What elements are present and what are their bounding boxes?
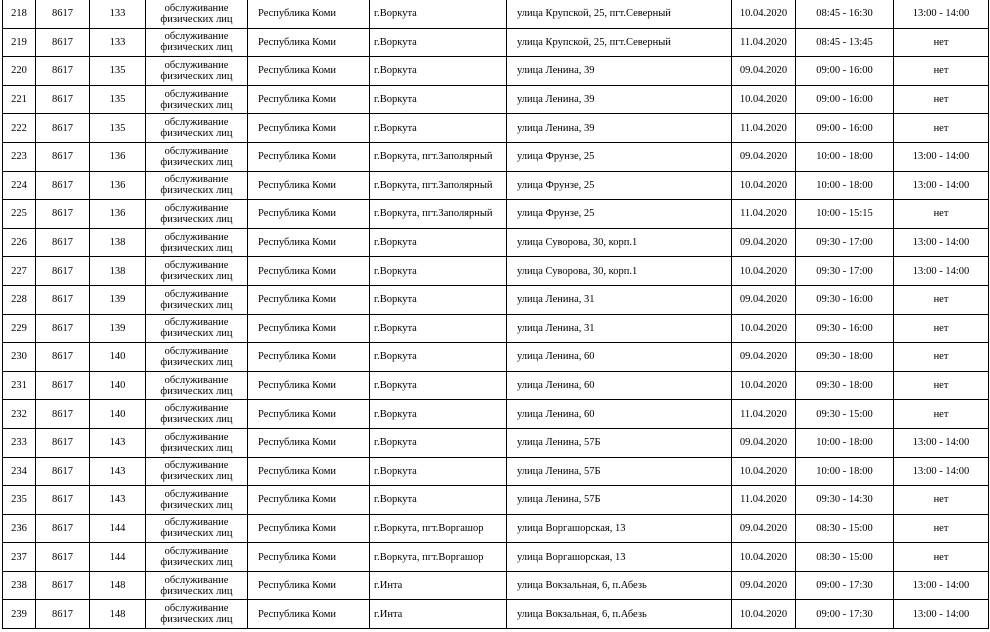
row-number-cell: 226 (3, 228, 36, 257)
table-row (3, 171, 989, 200)
service-type-cell (146, 371, 248, 400)
lunch-break-cell: нет (894, 514, 989, 543)
service-line: физических лиц (160, 242, 233, 254)
bank-code-cell: 8617 (36, 228, 90, 257)
working-hours-cell: 09:30 - 17:00 (796, 228, 894, 257)
bank-code-cell: 8617 (36, 486, 90, 515)
lunch-break-cell: нет (894, 486, 989, 515)
city-cell: г.Воркута (370, 457, 507, 486)
row-number-cell: 238 (3, 571, 36, 600)
city-cell: г.Инта (370, 600, 507, 629)
bank-code-cell: 8617 (36, 314, 90, 343)
region-cell: Республика Коми (248, 543, 370, 572)
working-hours-cell: 09:30 - 16:00 (796, 314, 894, 343)
city-cell: г.Воркута (370, 0, 507, 28)
table-row (3, 285, 989, 314)
bank-code-cell: 8617 (36, 200, 90, 229)
date-cell: 11.04.2020 (732, 200, 796, 229)
lunch-break-cell: 13:00 - 14:00 (894, 228, 989, 257)
bank-code-cell: 8617 (36, 285, 90, 314)
schedule-table (2, 0, 989, 629)
bank-code-cell: 8617 (36, 428, 90, 457)
row-number-cell: 232 (3, 400, 36, 429)
date-cell: 09.04.2020 (732, 142, 796, 171)
service-type-cell (146, 314, 248, 343)
service-line: физических лиц (160, 271, 233, 283)
service-line: обслуживание (164, 546, 229, 558)
region-cell: Республика Коми (248, 114, 370, 143)
table-row (3, 142, 989, 171)
office-number-cell: 143 (90, 457, 146, 486)
city-cell: г.Воркута (370, 285, 507, 314)
city-cell: г.Инта (370, 571, 507, 600)
table-row (3, 543, 989, 572)
lunch-break-cell: нет (894, 543, 989, 572)
service-type-cell (146, 257, 248, 286)
region-cell: Республика Коми (248, 28, 370, 57)
service-type-cell (146, 400, 248, 429)
row-number-cell: 230 (3, 343, 36, 372)
table-row (3, 228, 989, 257)
address-cell: улица Ленина, 60 (507, 400, 732, 429)
lunch-break-cell: 13:00 - 14:00 (894, 171, 989, 200)
office-number-cell: 135 (90, 114, 146, 143)
lunch-break-cell: нет (894, 371, 989, 400)
office-number-cell: 143 (90, 428, 146, 457)
bank-code-cell: 8617 (36, 514, 90, 543)
lunch-break-cell: нет (894, 400, 989, 429)
lunch-break-cell: нет (894, 343, 989, 372)
service-line: обслуживание (164, 374, 229, 386)
region-cell: Республика Коми (248, 200, 370, 229)
bank-code-cell: 8617 (36, 571, 90, 600)
working-hours-cell: 09:00 - 16:00 (796, 85, 894, 114)
row-number-cell: 222 (3, 114, 36, 143)
date-cell: 09.04.2020 (732, 57, 796, 86)
office-number-cell: 135 (90, 57, 146, 86)
lunch-break-cell: нет (894, 200, 989, 229)
lunch-break-cell: нет (894, 314, 989, 343)
working-hours-cell: 09:30 - 15:00 (796, 400, 894, 429)
service-line: физических лиц (160, 499, 233, 511)
office-number-cell: 138 (90, 257, 146, 286)
date-cell: 09.04.2020 (732, 285, 796, 314)
row-number-cell: 218 (3, 0, 36, 28)
service-line: физических лиц (160, 299, 233, 311)
row-number-cell: 224 (3, 171, 36, 200)
region-cell: Республика Коми (248, 85, 370, 114)
city-cell: г.Воркута (370, 314, 507, 343)
office-number-cell: 139 (90, 314, 146, 343)
address-cell: улица Вокзальная, 6, п.Абезь (507, 600, 732, 629)
service-line: обслуживание (164, 517, 229, 529)
row-number-cell: 234 (3, 457, 36, 486)
bank-code-cell: 8617 (36, 457, 90, 486)
date-cell: 11.04.2020 (732, 400, 796, 429)
date-cell: 11.04.2020 (732, 114, 796, 143)
bank-code-cell: 8617 (36, 343, 90, 372)
table-row (3, 200, 989, 229)
service-type-cell (146, 142, 248, 171)
service-type-cell (146, 200, 248, 229)
office-number-cell: 133 (90, 0, 146, 28)
service-type-cell (146, 543, 248, 572)
region-cell: Республика Коми (248, 428, 370, 457)
address-cell: улица Крупской, 25, пгт.Северный (507, 28, 732, 57)
bank-code-cell: 8617 (36, 171, 90, 200)
service-line: обслуживание (164, 574, 229, 586)
address-cell: улица Ленина, 31 (507, 314, 732, 343)
office-number-cell: 136 (90, 142, 146, 171)
address-cell: улица Ленина, 60 (507, 371, 732, 400)
table-row (3, 114, 989, 143)
office-number-cell: 144 (90, 514, 146, 543)
office-number-cell: 135 (90, 85, 146, 114)
working-hours-cell: 10:00 - 18:00 (796, 142, 894, 171)
working-hours-cell: 10:00 - 15:15 (796, 200, 894, 229)
row-number-cell: 221 (3, 85, 36, 114)
service-type-cell (146, 0, 248, 28)
service-line: обслуживание (164, 174, 229, 186)
office-number-cell: 140 (90, 343, 146, 372)
date-cell: 10.04.2020 (732, 0, 796, 28)
working-hours-cell: 09:30 - 14:30 (796, 486, 894, 515)
table-row (3, 343, 989, 372)
working-hours-cell: 09:00 - 16:00 (796, 57, 894, 86)
service-line: физических лиц (160, 70, 233, 82)
region-cell: Республика Коми (248, 457, 370, 486)
address-cell: улица Фрунзе, 25 (507, 142, 732, 171)
lunch-break-cell: 13:00 - 14:00 (894, 428, 989, 457)
service-type-cell (146, 600, 248, 629)
table-row (3, 0, 989, 28)
office-number-cell: 140 (90, 400, 146, 429)
date-cell: 10.04.2020 (732, 457, 796, 486)
row-number-cell: 228 (3, 285, 36, 314)
lunch-break-cell: 13:00 - 14:00 (894, 600, 989, 629)
office-number-cell: 140 (90, 371, 146, 400)
date-cell: 11.04.2020 (732, 486, 796, 515)
address-cell: улица Суворова, 30, корп.1 (507, 228, 732, 257)
address-cell: улица Ленина, 39 (507, 114, 732, 143)
service-line: физических лиц (160, 213, 233, 225)
service-line: физических лиц (160, 614, 233, 626)
table-row (3, 314, 989, 343)
row-number-cell: 229 (3, 314, 36, 343)
service-line: обслуживание (164, 317, 229, 329)
date-cell: 10.04.2020 (732, 314, 796, 343)
city-cell: г.Воркута (370, 85, 507, 114)
region-cell: Республика Коми (248, 486, 370, 515)
date-cell: 10.04.2020 (732, 85, 796, 114)
table-row (3, 257, 989, 286)
city-cell: г.Воркута, пгт.Воргашор (370, 543, 507, 572)
service-line: физических лиц (160, 414, 233, 426)
bank-code-cell: 8617 (36, 142, 90, 171)
working-hours-cell: 10:00 - 18:00 (796, 457, 894, 486)
service-line: обслуживание (164, 88, 229, 100)
address-cell: улица Фрунзе, 25 (507, 200, 732, 229)
service-line: физических лиц (160, 528, 233, 540)
region-cell: Республика Коми (248, 400, 370, 429)
table-body (3, 0, 989, 629)
row-number-cell: 223 (3, 142, 36, 171)
office-number-cell: 139 (90, 285, 146, 314)
service-type-cell (146, 571, 248, 600)
working-hours-cell: 09:00 - 17:30 (796, 600, 894, 629)
address-cell: улица Вокзальная, 6, п.Абезь (507, 571, 732, 600)
bank-code-cell: 8617 (36, 0, 90, 28)
lunch-break-cell: нет (894, 285, 989, 314)
address-cell: улица Воргашорская, 13 (507, 543, 732, 572)
address-cell: улица Суворова, 30, корп.1 (507, 257, 732, 286)
city-cell: г.Воркута, пгт.Воргашор (370, 514, 507, 543)
row-number-cell: 235 (3, 486, 36, 515)
working-hours-cell: 10:00 - 18:00 (796, 171, 894, 200)
region-cell: Республика Коми (248, 600, 370, 629)
office-number-cell: 148 (90, 571, 146, 600)
bank-code-cell: 8617 (36, 257, 90, 286)
working-hours-cell: 09:30 - 18:00 (796, 371, 894, 400)
service-line: обслуживание (164, 260, 229, 272)
address-cell: улица Ленина, 31 (507, 285, 732, 314)
bank-code-cell: 8617 (36, 543, 90, 572)
service-type-cell (146, 428, 248, 457)
working-hours-cell: 09:00 - 17:30 (796, 571, 894, 600)
office-number-cell: 148 (90, 600, 146, 629)
lunch-break-cell: 13:00 - 14:00 (894, 142, 989, 171)
service-line: физических лиц (160, 13, 233, 25)
address-cell: улица Ленина, 57Б (507, 428, 732, 457)
service-line: обслуживание (164, 603, 229, 615)
address-cell: улица Фрунзе, 25 (507, 171, 732, 200)
table-row (3, 371, 989, 400)
date-cell: 10.04.2020 (732, 171, 796, 200)
region-cell: Республика Коми (248, 343, 370, 372)
city-cell: г.Воркута (370, 57, 507, 86)
service-line: физических лиц (160, 442, 233, 454)
lunch-break-cell: нет (894, 114, 989, 143)
row-number-cell: 236 (3, 514, 36, 543)
table-row (3, 428, 989, 457)
region-cell: Республика Коми (248, 285, 370, 314)
row-number-cell: 233 (3, 428, 36, 457)
service-type-cell (146, 171, 248, 200)
region-cell: Республика Коми (248, 57, 370, 86)
service-line: обслуживание (164, 2, 229, 14)
date-cell: 09.04.2020 (732, 228, 796, 257)
service-type-cell (146, 28, 248, 57)
date-cell: 09.04.2020 (732, 343, 796, 372)
row-number-cell: 225 (3, 200, 36, 229)
service-line: обслуживание (164, 431, 229, 443)
date-cell: 10.04.2020 (732, 257, 796, 286)
date-cell: 09.04.2020 (732, 514, 796, 543)
table-row (3, 85, 989, 114)
table-row (3, 57, 989, 86)
service-line: физических лиц (160, 585, 233, 597)
service-type-cell (146, 514, 248, 543)
service-line: обслуживание (164, 460, 229, 472)
row-number-cell: 220 (3, 57, 36, 86)
lunch-break-cell: 13:00 - 14:00 (894, 257, 989, 286)
service-line: физических лиц (160, 356, 233, 368)
table-row (3, 457, 989, 486)
region-cell: Республика Коми (248, 571, 370, 600)
row-number-cell: 227 (3, 257, 36, 286)
date-cell: 09.04.2020 (732, 571, 796, 600)
city-cell: г.Воркута (370, 228, 507, 257)
service-line: обслуживание (164, 288, 229, 300)
date-cell: 09.04.2020 (732, 428, 796, 457)
working-hours-cell: 08:30 - 15:00 (796, 514, 894, 543)
bank-code-cell: 8617 (36, 28, 90, 57)
office-number-cell: 143 (90, 486, 146, 515)
office-number-cell: 144 (90, 543, 146, 572)
service-type-cell (146, 57, 248, 86)
table-row (3, 571, 989, 600)
address-cell: улица Ленина, 39 (507, 57, 732, 86)
date-cell: 10.04.2020 (732, 543, 796, 572)
service-type-cell (146, 343, 248, 372)
office-number-cell: 133 (90, 28, 146, 57)
service-type-cell (146, 486, 248, 515)
service-line: физических лиц (160, 128, 233, 140)
city-cell: г.Воркута (370, 28, 507, 57)
bank-code-cell: 8617 (36, 600, 90, 629)
lunch-break-cell: 13:00 - 14:00 (894, 571, 989, 600)
city-cell: г.Воркута (370, 486, 507, 515)
city-cell: г.Воркута (370, 114, 507, 143)
city-cell: г.Воркута, пгт.Заполярный (370, 171, 507, 200)
working-hours-cell: 08:45 - 16:30 (796, 0, 894, 28)
row-number-cell: 239 (3, 600, 36, 629)
bank-code-cell: 8617 (36, 57, 90, 86)
working-hours-cell: 10:00 - 18:00 (796, 428, 894, 457)
table-row (3, 600, 989, 629)
address-cell: улица Ленина, 39 (507, 85, 732, 114)
service-line: обслуживание (164, 59, 229, 71)
region-cell: Республика Коми (248, 514, 370, 543)
city-cell: г.Воркута (370, 428, 507, 457)
working-hours-cell: 09:30 - 16:00 (796, 285, 894, 314)
city-cell: г.Воркута, пгт.Заполярный (370, 200, 507, 229)
service-line: физических лиц (160, 471, 233, 483)
working-hours-cell: 09:00 - 16:00 (796, 114, 894, 143)
address-cell: улица Ленина, 60 (507, 343, 732, 372)
city-cell: г.Воркута (370, 343, 507, 372)
address-cell: улица Ленина, 57Б (507, 457, 732, 486)
bank-code-cell: 8617 (36, 85, 90, 114)
table-row (3, 28, 989, 57)
service-line: обслуживание (164, 31, 229, 43)
service-line: физических лиц (160, 185, 233, 197)
bank-code-cell: 8617 (36, 371, 90, 400)
service-line: обслуживание (164, 231, 229, 243)
bank-code-cell: 8617 (36, 400, 90, 429)
lunch-break-cell: 13:00 - 14:00 (894, 457, 989, 486)
lunch-break-cell: нет (894, 28, 989, 57)
service-type-cell (146, 457, 248, 486)
service-line: обслуживание (164, 403, 229, 415)
lunch-break-cell: нет (894, 85, 989, 114)
region-cell: Республика Коми (248, 257, 370, 286)
date-cell: 10.04.2020 (732, 600, 796, 629)
table-row (3, 400, 989, 429)
region-cell: Республика Коми (248, 142, 370, 171)
service-line: физических лиц (160, 328, 233, 340)
service-line: физических лиц (160, 385, 233, 397)
service-line: обслуживание (164, 145, 229, 157)
working-hours-cell: 08:45 - 13:45 (796, 28, 894, 57)
office-number-cell: 138 (90, 228, 146, 257)
office-number-cell: 136 (90, 171, 146, 200)
row-number-cell: 237 (3, 543, 36, 572)
working-hours-cell: 09:30 - 17:00 (796, 257, 894, 286)
city-cell: г.Воркута (370, 400, 507, 429)
service-line: физических лиц (160, 42, 233, 54)
region-cell: Республика Коми (248, 314, 370, 343)
lunch-break-cell: 13:00 - 14:00 (894, 0, 989, 28)
table-row (3, 486, 989, 515)
working-hours-cell: 08:30 - 15:00 (796, 543, 894, 572)
city-cell: г.Воркута (370, 257, 507, 286)
date-cell: 10.04.2020 (732, 371, 796, 400)
row-number-cell: 231 (3, 371, 36, 400)
service-type-cell (146, 228, 248, 257)
service-line: физических лиц (160, 557, 233, 569)
service-type-cell (146, 114, 248, 143)
service-line: обслуживание (164, 488, 229, 500)
bank-code-cell: 8617 (36, 114, 90, 143)
service-line: обслуживание (164, 117, 229, 129)
office-number-cell: 136 (90, 200, 146, 229)
service-line: физических лиц (160, 99, 233, 111)
table-row (3, 514, 989, 543)
region-cell: Республика Коми (248, 171, 370, 200)
service-line: физических лиц (160, 156, 233, 168)
date-cell: 11.04.2020 (732, 28, 796, 57)
service-line: обслуживание (164, 202, 229, 214)
city-cell: г.Воркута (370, 371, 507, 400)
service-type-cell (146, 285, 248, 314)
address-cell: улица Ленина, 57Б (507, 486, 732, 515)
region-cell: Республика Коми (248, 0, 370, 28)
working-hours-cell: 09:30 - 18:00 (796, 343, 894, 372)
address-cell: улица Воргашорская, 13 (507, 514, 732, 543)
row-number-cell: 219 (3, 28, 36, 57)
region-cell: Республика Коми (248, 371, 370, 400)
service-line: обслуживание (164, 345, 229, 357)
region-cell: Республика Коми (248, 228, 370, 257)
city-cell: г.Воркута, пгт.Заполярный (370, 142, 507, 171)
lunch-break-cell: нет (894, 57, 989, 86)
service-type-cell (146, 85, 248, 114)
address-cell: улица Крупской, 25, пгт.Северный (507, 0, 732, 28)
